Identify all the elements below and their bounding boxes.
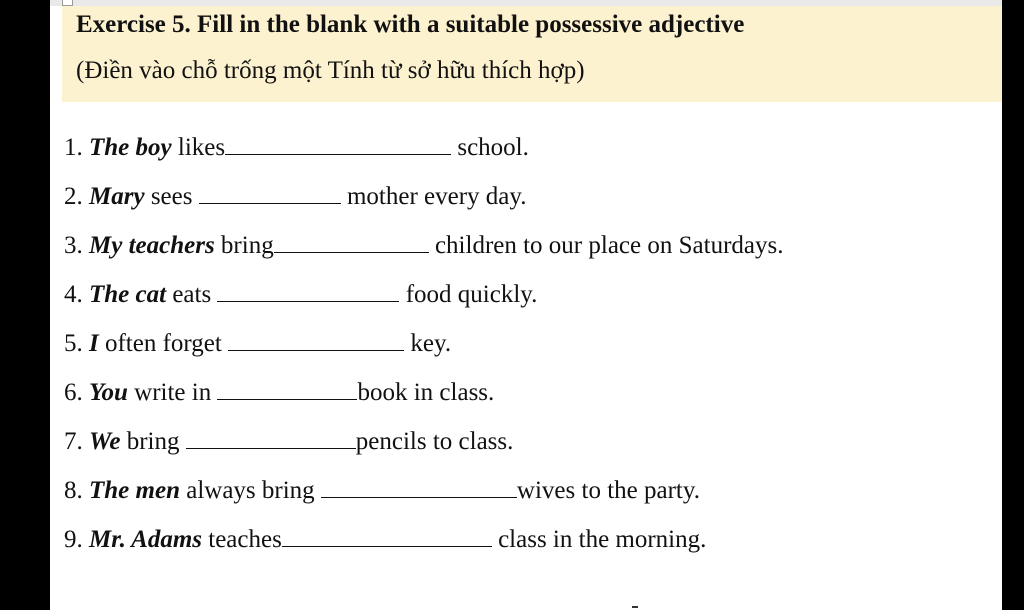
answer-blank[interactable] — [282, 528, 492, 547]
item-text-after: mother every day. — [340, 183, 527, 210]
item-text-before: bring — [120, 428, 186, 455]
item-text-after: school. — [451, 134, 529, 161]
item-number: 4. — [64, 281, 89, 308]
item-text-before: bring — [214, 232, 274, 259]
item-subject: We — [89, 428, 121, 455]
exercise-item-7 — [64, 424, 783, 473]
item-text-before: sees — [144, 183, 199, 210]
answer-blank[interactable] — [199, 185, 341, 204]
answer-blank[interactable] — [225, 136, 451, 155]
document-page — [50, 0, 1002, 610]
item-number: 8. — [64, 477, 89, 504]
item-text-after: book in class. — [357, 379, 495, 406]
item-number: 3. — [64, 232, 89, 259]
answer-blank[interactable] — [217, 283, 399, 302]
page-mark — [632, 606, 638, 608]
item-number: 2. — [64, 183, 89, 210]
item-text-before: likes — [171, 134, 226, 161]
item-text-after: children to our place on Saturdays. — [428, 232, 784, 259]
item-text-before: eats — [166, 281, 218, 308]
exercise-header — [62, 6, 1002, 102]
exercise-title: Exercise 5. Fill in the blank with a suitable possessive adjective — [76, 11, 745, 38]
item-text-before: write in — [127, 379, 218, 406]
item-subject: My teachers — [89, 232, 215, 259]
exercise-item-1 — [64, 130, 783, 179]
item-number: 6. — [64, 379, 89, 406]
item-number: 9. — [64, 526, 89, 553]
item-subject: The cat — [89, 281, 167, 308]
item-number: 1. — [64, 134, 89, 161]
answer-blank[interactable] — [217, 381, 357, 400]
item-number: 5. — [64, 330, 89, 357]
answer-blank[interactable] — [186, 430, 356, 449]
item-subject: The men — [89, 477, 180, 504]
exercise-list — [64, 130, 783, 571]
item-text-after: class in the morning. — [491, 526, 707, 553]
exercise-item-5 — [64, 326, 783, 375]
item-subject: I — [89, 330, 99, 357]
exercise-item-3 — [64, 228, 783, 277]
answer-blank[interactable] — [228, 332, 404, 351]
exercise-item-2 — [64, 179, 783, 228]
item-text-before: often forget — [98, 330, 229, 357]
exercise-item-4 — [64, 277, 783, 326]
item-text-after: food quickly. — [399, 281, 538, 308]
exercise-item-6 — [64, 375, 783, 424]
item-subject: Mary — [89, 183, 145, 210]
item-subject: Mr. Adams — [89, 526, 203, 553]
answer-blank[interactable] — [321, 479, 517, 498]
item-text-before: always bring — [179, 477, 321, 504]
item-text-after: pencils to class. — [355, 428, 514, 455]
exercise-item-9 — [64, 522, 783, 571]
item-text-before: teaches — [202, 526, 282, 553]
item-subject: You — [89, 379, 128, 406]
item-text-after: key. — [404, 330, 452, 357]
exercise-item-8 — [64, 473, 783, 522]
item-number: 7. — [64, 428, 89, 455]
exercise-subtitle: (Điền vào chỗ trống một Tính từ sở hữu thích hợp) — [76, 57, 585, 84]
answer-blank[interactable] — [274, 234, 429, 253]
item-subject: The boy — [89, 134, 172, 161]
item-text-after: wives to the party. — [516, 477, 700, 504]
